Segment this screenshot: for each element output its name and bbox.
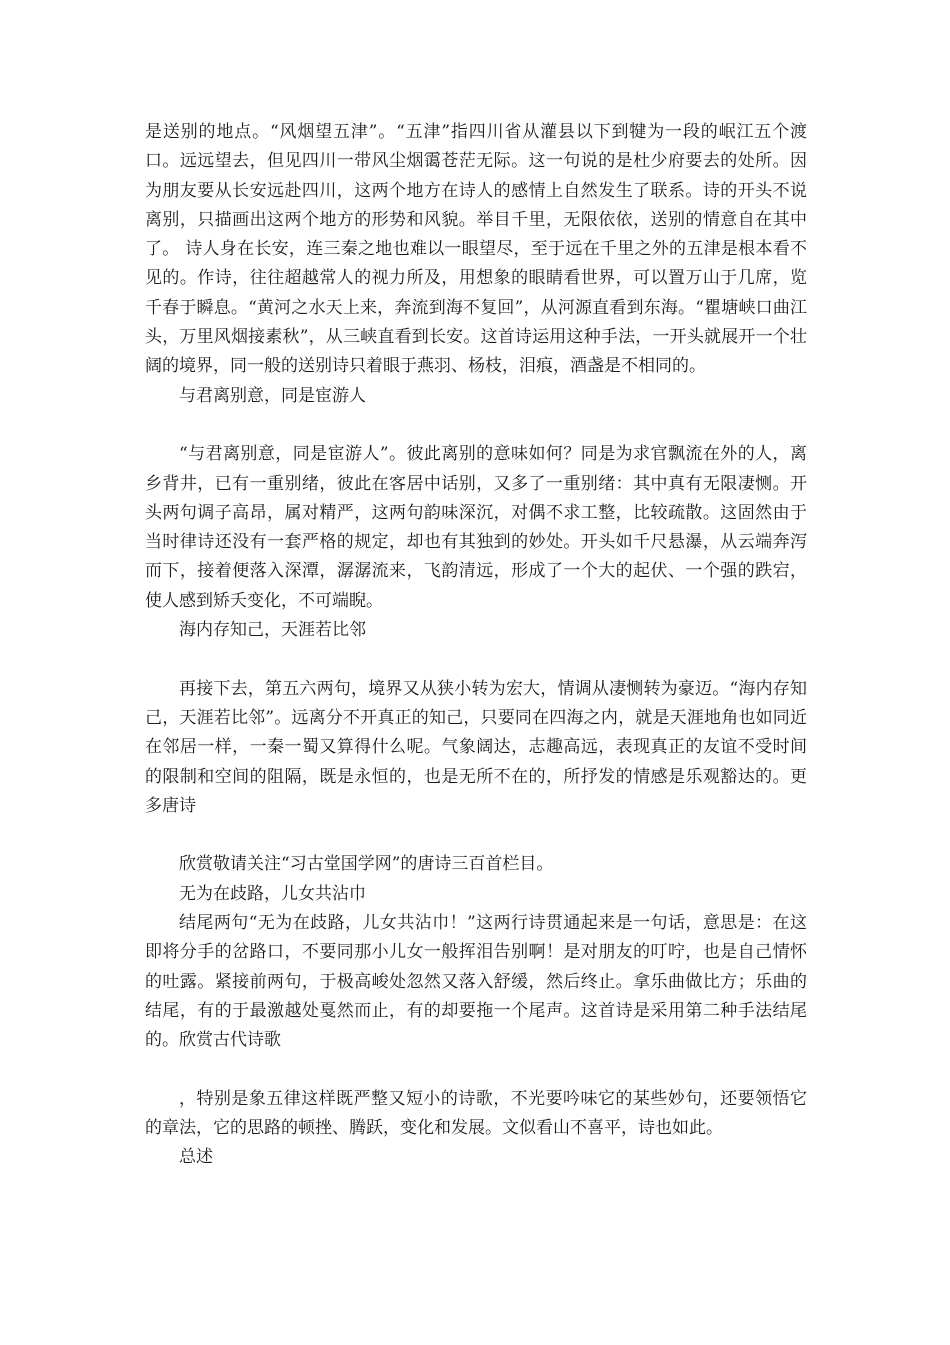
paragraph-follow-notice: 欣赏敬请关注“习古堂国学网”的唐诗三百首栏目。 — [179, 854, 554, 875]
document-page — [145, 118, 807, 1173]
paragraph-poem-structure: ，特别是象五律这样既严整又短小的诗歌，不光要吟味它的某些妙句，还要领悟它的章法，它的思路的顿挫、腾跃，变化和发展。文似看山不喜平，诗也如此。 — [145, 1088, 807, 1139]
blank-line — [145, 411, 807, 440]
section-heading-summary: 总述 — [179, 1147, 213, 1168]
verse-heading-2: 海内存知己，天涯若比邻 — [179, 620, 366, 641]
paragraph-farewell-place: 是送别的地点。“风烟望五津”。“五津”指四川省从灌县以下到犍为一段的岷江五个渡口。远远望去，但见四川一带风尘烟霭苍茫无际。这一句说的是杜少府要去的处所。因为朋友要从长安远赴四川，这两个地方在诗人的感情上自然发生了联系。诗的开头不说离别，只描画出这两个地方的形势和风貌。举目千里，无限依依，送别的情意自在其中了。 诗人身在长安，连三秦之地也难以一眼望尽，至于远在千里之外的五津是根本看不见的。作诗，往往超越常人的视力所及，用想象的眼睛看世界，可以置万山于几席，览千春于瞬息。“黄河之水天上来，奔流到海不复回”，从河源直看到东海。“瞿塘峡口曲江头，万里风烟接素秋”，从三峡直看到长安。这首诗运用这种手法，一开头就展开一个壮阔的境界，同一般的送别诗只着眼于燕羽、杨枝，泪痕，酒盏是不相同的。 — [145, 122, 807, 377]
blank-line — [145, 821, 807, 850]
blank-line — [145, 1056, 807, 1085]
verse-heading-3: 无为在歧路，儿女共沾巾 — [179, 883, 366, 904]
paragraph-parting-meaning: “与君离别意，同是宦游人”。彼此离别的意味如何？同是为求官飘流在外的人，离乡背井，已有一重别绪，彼此在客居中话别，又多了一重别绪：其中真有无限凄恻。开头两句调子高昂，属对精严，这两句韵味深沉，对偶不求工整，比较疏散。这固然由于当时律诗还没有一套严格的规定，却也有其独到的妙处。开头如千尺悬瀑，从云端奔泻而下，接着便落入深潭，潺潺流来，飞韵清远，形成了一个大的起伏、一个强的跌宕，使人感到矫夭变化，不可端睨。 — [145, 444, 807, 611]
blank-line — [145, 645, 807, 674]
verse-heading-1: 与君离别意，同是宦游人 — [179, 385, 366, 406]
paragraph-ending-lines: 结尾两句“无为在歧路，儿女共沾巾！”这两行诗贯通起来是一句话，意思是：在这即将分手的岔路口，不要同那小儿女一般挥泪告别啊！是对朋友的叮咛，也是自己情怀的吐露。紧接前两句，于极高峻处忽然又落入舒缓，然后终止。拿乐曲做比方；乐曲的结尾，有的于最激越处戛然而止，有的却要拖一个尾声。这首诗是采用第二种手法结尾的。欣赏古代诗歌 — [145, 913, 807, 1051]
paragraph-true-friendship: 再接下去，第五六两句，境界又从狭小转为宏大，情调从凄恻转为豪迈。“海内存知己，天涯若比邻”。远离分不开真正的知己，只要同在四海之内，就是天涯地角也如同近在邻居一样，一秦一蜀又算得什么呢。气象阔达，志趣高远，表现真正的友谊不受时间的限制和空间的阻隔，既是永恒的，也是无所不在的，所抒发的情感是乐观豁达的。更多唐诗 — [145, 678, 807, 816]
